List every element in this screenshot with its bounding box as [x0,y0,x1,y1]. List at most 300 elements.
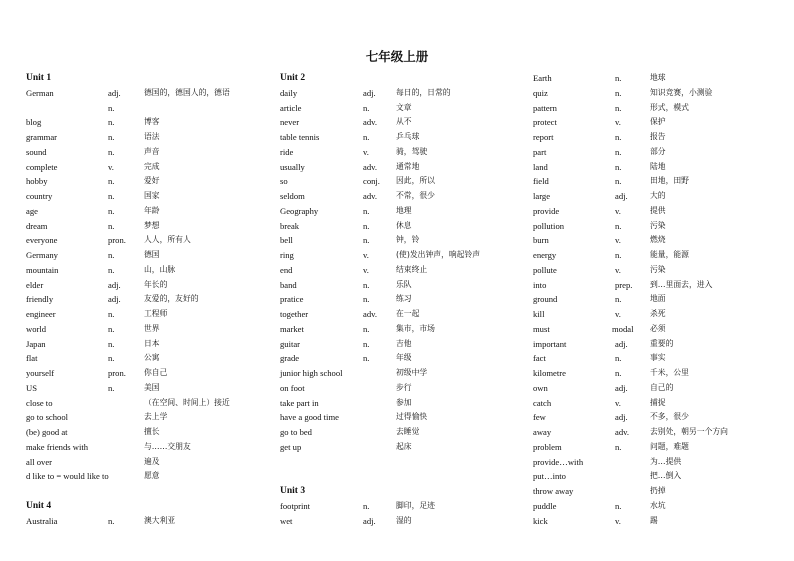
chinese-meaning: 污染 [650,220,666,230]
part-of-speech: n. [108,323,115,334]
unit-title: Unit 3 [280,486,306,496]
vocab-word: sound [26,146,47,157]
part-of-speech: n. [108,338,115,349]
chinese-meaning: 日本 [144,338,160,348]
vocab-word: engineer [26,309,56,319]
vocab-row [533,160,783,175]
vocab-row [26,145,276,160]
chinese-meaning: 湿的 [396,515,412,525]
part-of-speech: n. [363,235,370,246]
vocab-row [533,204,783,219]
vocab-word: provide…with [533,456,584,467]
vocab-word: puddle [533,500,557,511]
vocab-word: table tennis [280,132,320,142]
vocab-row [26,204,276,219]
chinese-meaning: 参加 [396,397,412,407]
vocab-row [533,366,783,381]
vocab-row [533,189,783,204]
chinese-meaning: 为…提供 [650,456,682,466]
vocab-word: ground [533,294,558,305]
vocab-row [26,263,276,278]
chinese-meaning: 公寓 [144,353,160,363]
vocab-row [533,86,783,101]
chinese-meaning: 部分 [650,146,666,156]
vocab-word: seldom [280,191,305,201]
vocab-row [280,351,530,366]
vocab-word: away [533,427,552,437]
vocab-word: grade [280,353,300,364]
vocab-row [533,248,783,263]
vocab-word: dream [26,220,48,231]
part-of-speech: v. [363,146,369,157]
vocab-word: flat [26,353,38,364]
vocab-word: Australia [26,515,58,526]
chinese-meaning: 陆地 [650,161,666,171]
chinese-meaning: 去上学 [144,412,168,422]
part-of-speech: n. [615,441,622,452]
part-of-speech: n. [363,294,370,305]
vocab-word: Geography [280,205,319,216]
chinese-meaning: 千米，公里 [650,368,689,377]
vocab-row [26,189,276,204]
chinese-meaning: 不常，很少 [396,191,435,200]
vocab-row [26,219,276,234]
chinese-meaning: 捕捉 [650,397,666,407]
vocab-word: break [280,220,300,231]
vocab-row [280,145,530,160]
vocab-row [280,366,530,381]
vocab-word: into [533,279,547,290]
part-of-speech: v. [615,397,621,408]
chinese-meaning: 擅长 [144,427,160,436]
vocab-row [533,233,783,248]
vocab-row [533,219,783,234]
vocab-word: put…into [533,471,566,482]
part-of-speech: n. [108,250,115,260]
chinese-meaning: 声音 [144,146,160,156]
part-of-speech: n. [363,338,370,349]
chinese-meaning: 重要的 [650,338,674,348]
vocab-word: throw away [533,486,574,496]
vocab-row [280,248,530,263]
vocab-row [280,440,530,455]
part-of-speech: n. [363,279,370,290]
chinese-meaning: 集市，市场 [396,323,435,333]
vocab-row [26,351,276,366]
chinese-meaning: 起床 [396,441,412,451]
vocab-column-1 [26,71,276,528]
chinese-meaning: 地球 [650,73,666,82]
vocab-word: field [533,176,549,187]
chinese-meaning: 扔掉 [650,486,666,495]
chinese-meaning: 事实 [650,353,666,363]
vocab-row [280,115,530,130]
vocab-word: hobby [26,176,48,187]
chinese-meaning: 乐队 [396,279,412,289]
part-of-speech: n. [363,323,370,334]
chinese-meaning: 从不 [396,117,412,127]
vocab-word: Earth [533,73,552,83]
vocab-row [26,101,276,116]
part-of-speech: n. [615,368,622,378]
vocab-row [533,278,783,293]
part-of-speech: v. [615,515,621,526]
vocab-row [280,233,530,248]
chinese-meaning: 水坑 [650,500,666,510]
chinese-meaning: 休息 [396,220,412,230]
part-of-speech: n. [108,205,115,216]
part-of-speech: n. [615,500,622,511]
chinese-meaning: 踢 [650,515,658,525]
vocab-word: pratice [280,294,304,305]
chinese-meaning: 结束终止 [396,264,428,274]
vocab-word: bell [280,235,293,246]
vocab-row [533,351,783,366]
vocab-row [533,440,783,455]
vocab-word: go to school [26,412,69,423]
chinese-meaning: 愿意 [144,471,160,481]
chinese-meaning: 世界 [144,323,160,333]
vocab-word: important [533,338,567,349]
chinese-meaning: 自己的 [650,382,674,392]
vocab-row [26,484,276,499]
chinese-meaning: 地面 [650,294,666,304]
chinese-meaning: 去别处，朝另一个方向 [650,427,728,436]
vocab-word: guitar [280,338,301,349]
chinese-meaning: 年龄 [144,205,160,215]
part-of-speech: n. [615,132,622,142]
chinese-meaning: 把…倒入 [650,471,682,481]
chinese-meaning: 吉他 [396,338,412,348]
part-of-speech: n. [615,353,622,364]
vocab-word: must [533,323,550,334]
part-of-speech: v. [615,264,621,275]
vocab-row [280,292,530,307]
vocab-row [26,469,276,484]
vocab-word: pollute [533,264,557,275]
chinese-meaning: 到…里面去，进入 [650,279,713,289]
vocab-row [26,278,276,293]
part-of-speech: adj. [615,382,628,393]
part-of-speech: adj. [363,515,376,526]
chinese-meaning: 大的 [650,191,666,200]
vocab-word: catch [533,397,552,408]
vocab-word: large [533,191,551,201]
vocab-word: market [280,323,304,334]
vocab-word: complete [26,161,58,172]
vocab-row [533,101,783,116]
chinese-meaning: 步行 [396,382,412,392]
chinese-meaning: 乒乓球 [396,132,420,141]
vocab-row [533,130,783,145]
vocab-word: age [26,205,38,216]
chinese-meaning: 国家 [144,191,160,200]
vocab-row [26,455,276,470]
vocab-word: daily [280,87,298,98]
vocab-row [26,248,276,263]
vocab-row [26,322,276,337]
chinese-meaning: 因此，所以 [396,176,435,186]
vocab-word: so [280,176,288,187]
chinese-meaning: 能量，能源 [650,250,689,259]
part-of-speech: adv. [615,427,629,437]
vocab-word: country [26,191,53,201]
part-of-speech: n. [108,353,115,364]
part-of-speech: n. [363,500,370,511]
vocab-row [26,410,276,425]
part-of-speech: conj. [363,176,380,187]
chinese-meaning: 德国 [144,250,160,259]
part-of-speech: n. [108,191,115,201]
vocab-row [533,425,783,440]
vocab-word: together [280,309,309,319]
part-of-speech: adj. [108,294,121,305]
vocab-row [26,381,276,396]
vocab-row [533,484,783,499]
vocab-row [533,322,783,337]
vocab-row [533,115,783,130]
vocab-word: few [533,412,546,423]
vocab-row [533,174,783,189]
part-of-speech: n. [615,250,622,260]
part-of-speech: n. [615,146,622,157]
chinese-meaning: 博客 [144,117,160,127]
vocab-word: fact [533,353,546,364]
vocab-row [533,499,783,514]
vocab-row [533,307,783,322]
vocab-row [26,440,276,455]
chinese-meaning: 梦想 [144,220,160,230]
vocab-word: provide [533,205,560,216]
vocab-row [26,130,276,145]
chinese-meaning: 在一起 [396,309,420,318]
vocab-row [26,233,276,248]
vocab-row [280,499,530,514]
chinese-meaning: (使)发出钟声，响起铃声 [396,250,481,259]
part-of-speech: n. [108,220,115,231]
vocab-word: ring [280,250,294,260]
chinese-meaning: 田地，田野 [650,176,689,186]
vocab-row [533,455,783,470]
vocab-word: footprint [280,500,311,511]
part-of-speech: n. [615,176,622,187]
vocab-word: pollution [533,220,565,231]
part-of-speech: n. [363,102,370,113]
part-of-speech: prep. [615,279,633,290]
chinese-meaning: 必须 [650,323,666,333]
vocab-word: d like to = would like to [26,471,109,482]
part-of-speech: n. [108,264,115,275]
vocab-word: usually [280,161,305,172]
part-of-speech: modal [612,323,634,334]
chinese-meaning: 通常地 [396,161,420,171]
vocab-word: burn [533,235,549,246]
chinese-meaning: 形式，模式 [650,102,689,112]
vocab-word: never [280,117,300,128]
vocab-word: mountain [26,264,59,275]
vocab-row [533,410,783,425]
part-of-speech: n. [363,220,370,231]
chinese-meaning: 爱好 [144,176,160,186]
chinese-meaning: 文章 [396,102,412,112]
chinese-meaning: 脚印，足迹 [396,500,435,510]
vocab-row [280,396,530,411]
vocab-row [280,337,530,352]
part-of-speech: adj. [108,87,121,98]
chinese-meaning: 燃烧 [650,235,666,245]
vocab-row [26,425,276,440]
part-of-speech: n. [108,117,115,128]
chinese-meaning: 语法 [144,132,160,141]
part-of-speech: adv. [363,161,377,172]
part-of-speech: adj. [615,412,628,423]
vocab-word: protect [533,117,557,128]
chinese-meaning: 知识竞赛，小测验 [650,87,713,97]
vocab-word: Japan [26,338,46,349]
vocab-word: kick [533,515,548,526]
vocab-row [26,396,276,411]
vocab-word: all over [26,456,53,467]
vocab-word: yourself [26,368,55,378]
vocab-word: quiz [533,87,548,98]
chinese-meaning: 保护 [650,117,666,127]
vocab-row [26,292,276,307]
vocab-row [280,514,530,529]
vocab-word: junior high school [280,368,343,378]
vocab-row [280,263,530,278]
part-of-speech: v. [363,250,369,260]
chinese-meaning: 钟，铃 [396,235,420,245]
vocab-column-2 [280,71,530,528]
vocab-word: Germany [26,250,58,260]
vocab-row [533,469,783,484]
vocab-row [533,381,783,396]
vocab-word: part [533,146,547,157]
chinese-meaning: 德国的，德国人的，德语 [144,87,230,97]
part-of-speech: n. [615,161,622,172]
part-of-speech: n. [615,87,622,98]
vocab-word: article [280,102,302,113]
vocab-row [533,337,783,352]
part-of-speech: n. [615,220,622,231]
chinese-meaning: 提供 [650,205,666,215]
vocab-word: pattern [533,102,557,113]
vocab-row [280,204,530,219]
part-of-speech: v. [615,235,621,246]
part-of-speech: n. [363,353,370,364]
vocab-word: friendly [26,294,54,305]
vocab-word: elder [26,279,44,290]
vocab-row [280,219,530,234]
part-of-speech: adj. [108,279,121,290]
part-of-speech: n. [108,102,115,113]
part-of-speech: n. [108,309,115,319]
unit-title: Unit 4 [26,500,52,511]
vocab-row [26,307,276,322]
part-of-speech: v. [108,161,114,172]
vocab-row [280,381,530,396]
vocab-row [280,130,530,145]
unit-title: Unit 2 [280,73,306,83]
vocab-word: band [280,279,297,290]
vocab-row [280,101,530,116]
part-of-speech: adv. [363,309,377,319]
part-of-speech: pron. [108,368,126,378]
vocab-row [533,396,783,411]
vocab-row [280,469,530,484]
vocab-row [533,71,783,86]
page-title: 七年级上册 [365,49,429,64]
vocab-word: have a good time [280,412,339,423]
vocab-row [280,189,530,204]
part-of-speech: adv. [363,117,377,128]
vocab-row [280,278,530,293]
vocab-word: report [533,132,554,142]
part-of-speech: n. [108,176,115,187]
unit-heading [26,71,276,86]
part-of-speech: v. [615,309,621,319]
vocab-word: wet [280,515,293,526]
vocab-row [533,514,783,529]
chinese-meaning: 骑，驾驶 [396,146,428,156]
part-of-speech: adj. [615,191,628,201]
vocab-word: everyone [26,235,58,246]
part-of-speech: n. [615,294,622,305]
chinese-meaning: 过得愉快 [396,412,428,422]
chinese-meaning: 年级 [396,353,412,363]
vocab-row [26,337,276,352]
chinese-meaning: 友爱的，友好的 [144,294,199,304]
vocab-row [280,307,530,322]
part-of-speech: n. [615,73,622,83]
unit-heading [26,499,276,514]
vocab-row [26,160,276,175]
chinese-meaning: 年长的 [144,279,168,289]
vocab-row [26,115,276,130]
part-of-speech: pron. [108,235,126,246]
vocab-word: on foot [280,382,305,393]
vocab-row [26,174,276,189]
part-of-speech: n. [108,382,115,393]
chinese-meaning: （在空间、时间上）接近 [144,397,230,407]
chinese-meaning: 练习 [396,294,412,304]
vocab-row [533,145,783,160]
vocab-row [280,425,530,440]
vocab-row [26,86,276,101]
vocab-word: kilometre [533,368,566,378]
vocab-word: German [26,87,54,98]
chinese-meaning: 报告 [650,132,666,141]
vocab-word: world [26,323,47,334]
part-of-speech: n. [108,132,115,142]
vocab-word: energy [533,250,557,260]
chinese-meaning: 工程师 [144,309,168,318]
part-of-speech: n. [615,102,622,113]
part-of-speech: adv. [363,191,377,201]
vocab-word: problem [533,441,562,452]
unit-heading [280,71,530,86]
unit-heading [280,484,530,499]
vocab-word: land [533,161,548,172]
vocab-word: take part in [280,397,319,408]
vocab-word: (be) good at [26,427,68,437]
vocab-word: end [280,264,293,275]
chinese-meaning: 杀死 [650,309,666,318]
chinese-meaning: 美国 [144,382,160,392]
part-of-speech: v. [615,205,621,216]
vocab-row [280,160,530,175]
chinese-meaning: 问题，难题 [650,441,689,451]
